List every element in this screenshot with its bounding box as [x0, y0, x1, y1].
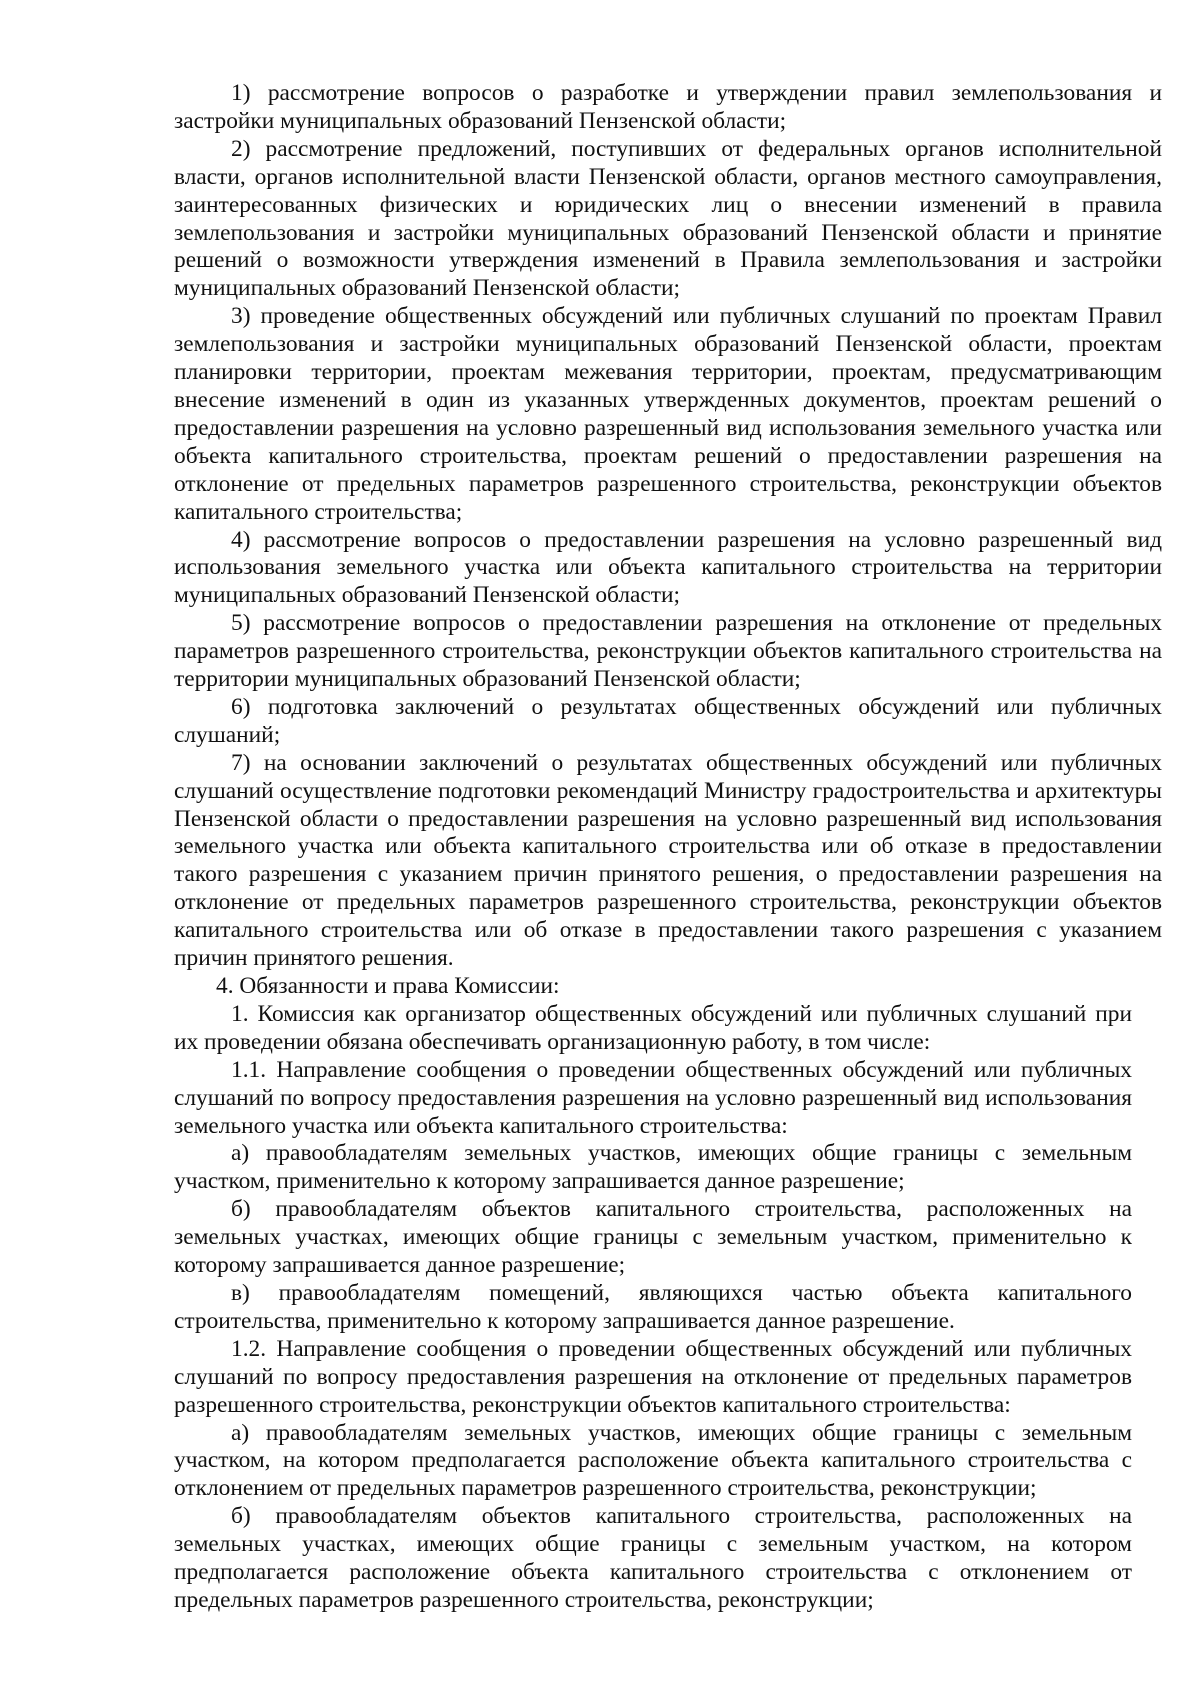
paragraph-item-6: 6) подготовка заключений о результатах общественных обсуждений или публичных слушаний; [174, 693, 1162, 748]
paragraph-item-1: 1) рассмотрение вопросов о разработке и утверждении правил землепользования и застройки муниципальных образований Пензенской области; [174, 80, 1162, 134]
paragraph-clause-1-1-b: б) правообладателям объектов капитального строительства, расположенных на земельных участках, имеющих общие границы с земельным участком, применительно к которому запрашивается данное разрешение; [174, 1196, 1132, 1279]
paragraph-clause-1-2: 1.2. Направление сообщения о проведении общественных обсуждений или публичных слушаний по вопросу предоставления разрешения на отклонение от предельных параметров разрешенного строительства, реконструкции объектов капитального строительства: [174, 1335, 1132, 1418]
paragraph-clause-1-2-b: б) правообладателям объектов капитального строительства, расположенных на земельных участках, имеющих общие границы с земельным участком, на котором предполагается расположение объекта капитального строительства с отклонением от предельных параметров разрешенного строительства, реконструкции; [174, 1503, 1132, 1613]
paragraph-item-4: 4) рассмотрение вопросов о предоставлении разрешения на условно разрешенный вид использования земельного участка или объекта капитального строительства на территории муниципальных образований Пензенской области; [174, 526, 1162, 609]
document-body [174, 80, 1162, 1615]
paragraph-clause-1-1-v: в) правообладателям помещений, являющихся частью объекта капитального строительства, применительно к которому запрашивается данное разрешение. [174, 1279, 1132, 1334]
paragraph-item-2: 2) рассмотрение предложений, поступивших от федеральных органов исполнительной власти, органов исполнительной власти Пензенской области, органов местного самоуправления, заинтересованных физических и юридических лиц о внесении изменений в правила землепользования и застройки муниципальных образований Пензенской области и принятие решений о возможности утверждения изменений в Правила землепользования и застройки муниципальных образований Пензенской области; [174, 135, 1162, 302]
paragraph-clause-1-2-a: а) правообладателям земельных участков, имеющих общие границы с земельным участком, на котором предполагается расположение объекта капитального строительства с отклонением от предельных параметров разрешенного строительства, реконструкции; [174, 1419, 1132, 1502]
paragraph-item-7: 7) на основании заключений о результатах общественных обсуждений или публичных слушаний осуществление подготовки рекомендаций Министру градостроительства и архитектуры Пензенской области о предоставлении разрешения на условно разрешенный вид использования земельного участка или объекта капитального строительства или об отказе в предоставлении такого разрешения с указанием причин принятого решения, о предоставлении разрешения на отклонение от предельных параметров разрешенного строительства, реконструкции объектов капитального строительства или об отказе в предоставлении такого разрешения с указанием причин принятого решения. [174, 749, 1162, 972]
paragraph-clause-1: 1. Комиссия как организатор общественных обсуждений или публичных слушаний при их проведении обязана обеспечивать организационную работу, в том числе: [174, 1000, 1132, 1055]
paragraph-clause-1-1-a: а) правообладателям земельных участков, имеющих общие границы с земельным участком, применительно к которому запрашивается данное разрешение; [174, 1140, 1132, 1195]
paragraph-clause-1-1: 1.1. Направление сообщения о проведении общественных обсуждений или публичных слушаний по вопросу предоставления разрешения на условно разрешенный вид использования земельного участка или объекта капитального строительства: [174, 1056, 1132, 1139]
paragraph-item-5: 5) рассмотрение вопросов о предоставлении разрешения на отклонение от предельных параметров разрешенного строительства, реконструкции объектов капитального строительства на территории муниципальных образований Пензенской области; [174, 610, 1162, 693]
section-heading-4: 4. Обязанности и права Комиссии: [216, 973, 560, 999]
paragraph-item-3: 3) проведение общественных обсуждений или публичных слушаний по проектам Правил землепользования и застройки муниципальных образований Пензенской области, проектам планировки территории, проектам межевания территории, проектам, предусматривающим внесение изменений в один из указанных утвержденных документов, проектам решений о предоставлении разрешения на условно разрешенный вид использования земельного участка или объекта капитального строительства, проектам решений о предоставлении разрешения на отклонение от предельных параметров разрешенного строительства, реконструкции объектов капитального строительства; [174, 303, 1162, 525]
